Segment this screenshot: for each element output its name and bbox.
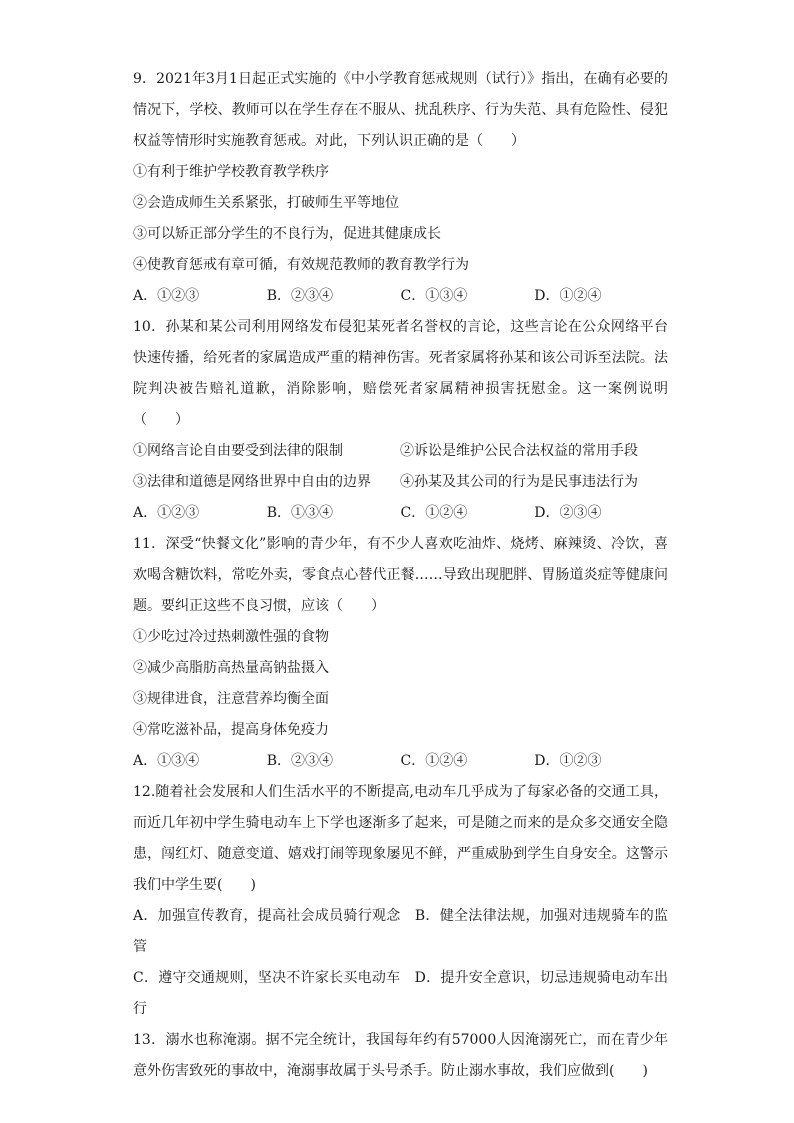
question-10-items-row-2 xyxy=(133,467,668,498)
question-12-option-b: B．健全法律法规，加强对违规骑车的监管 xyxy=(133,908,669,955)
question-9-option-d: D．①②④ xyxy=(534,288,602,304)
question-12 xyxy=(133,777,668,1025)
question-9 xyxy=(133,64,668,312)
question-9-options xyxy=(133,281,668,312)
question-9-option-b: B．②③④ xyxy=(266,288,334,304)
question-11-item-1: ①少吃过冷过热刺激性强的食物 xyxy=(133,629,329,645)
question-12-option-a: A．加强宣传教育，提高社会成员骑行观念 xyxy=(133,908,401,924)
question-10-item-3: ③法律和道德是网络世界中自由的边界 xyxy=(133,474,371,490)
question-11 xyxy=(133,529,668,777)
question-10-stem: 10．孙某和某公司利用网络发布侵犯某死者名誉权的言论，这些言论在公众网络平台快速传播，给死者的家属造成严重的精神伤害。死者家属将孙某和该公司诉至法院。法院判决被告赔礼道歉，消除影响，赔偿死者家属精神损害抚慰金。这一案例说明（ ） xyxy=(133,319,668,428)
question-10-item-2: ②诉讼是维护公民合法权益的常用手段 xyxy=(400,443,638,459)
question-10-item-4: ④孙某及其公司的行为是民事违法行为 xyxy=(400,474,638,490)
question-11-item-2: ②减少高脂肪高热量高钠盐摄入 xyxy=(133,660,329,676)
question-12-options-ab xyxy=(133,901,668,963)
question-12-stem: 12.随着社会发展和人们生活水平的不断提高,电动车几乎成为了每家必备的交通工具，而近几年初中学生骑电动车上下学也逐渐多了起来，可是随之而来的是众多交通安全隐患，闯红灯、随意变道、嬉戏打闹等现象屡见不鲜，严重威胁到学生自身安全。这警示我们中学生要( ) xyxy=(133,784,668,893)
question-9-option-c: C．①③④ xyxy=(400,288,468,304)
question-9-stem: 9．2021年3月1日起正式实施的《中小学教育惩戒规则（试行）》指出，在确有必要的情况下，学校、教师可以在学生存在不服从、扰乱秩序、行为失范、具有危险性、侵犯权益等情形时实施教育惩戒。对此，下列认识正确的是（ ） xyxy=(133,71,668,149)
question-9-item-4: ④使教育惩戒有章可循，有效规范教师的教育教学行为 xyxy=(133,257,469,273)
question-9-option-a: A．①②③ xyxy=(133,288,200,304)
question-9-item-1: ①有利于维护学校教育教学秩序 xyxy=(133,164,329,180)
question-10-item-1: ①网络言论自由要受到法律的限制 xyxy=(133,443,343,459)
question-11-option-c: C．①②④ xyxy=(400,753,468,769)
question-9-item-2: ②会造成师生关系紧张，打破师生平等地位 xyxy=(133,195,399,211)
question-10-option-c: C．①②④ xyxy=(400,505,468,521)
question-9-item-3: ③可以矫正部分学生的不良行为，促进其健康成长 xyxy=(133,226,441,242)
question-11-option-d: D．①②③ xyxy=(534,753,602,769)
question-11-stem: 11．深受“快餐文化”影响的青少年，有不少人喜欢吃油炸、烧烤、麻辣烫、冷饮，喜欢喝含糖饮料，常吃外卖，零食点心替代正餐……导致出现肥胖、胃肠道炎症等健康问题。要纠正这些不良习惯，应该（ ） xyxy=(133,536,668,614)
question-10-items-row-1 xyxy=(133,436,668,467)
question-11-options xyxy=(133,746,668,777)
question-11-option-b: B．②③④ xyxy=(266,753,334,769)
exam-content xyxy=(133,64,668,1087)
question-10-option-a: A．①②③ xyxy=(133,505,200,521)
question-12-options-cd xyxy=(133,963,668,1025)
question-10-option-b: B．①③④ xyxy=(266,505,334,521)
question-10-option-d: D．②③④ xyxy=(534,505,602,521)
question-10 xyxy=(133,312,668,529)
question-10-options xyxy=(133,498,668,529)
question-11-option-a: A．①③④ xyxy=(133,753,200,769)
question-13-stem: 13．溺水也称淹溺。据不完全统计，我国每年约有57000人因淹溺死亡，而在青少年意外伤害致死的事故中，淹溺事故属于头号杀手。防止溺水事故，我们应做到( ) xyxy=(133,1032,668,1079)
question-12-option-c: C．遵守交通规则，坚决不许家长买电动车 xyxy=(133,970,401,986)
question-11-item-4: ④常吃滋补品，提高身体免疫力 xyxy=(133,722,329,738)
question-13 xyxy=(133,1025,668,1087)
question-12-option-d: D．提升安全意识，切忌违规骑电动车出行 xyxy=(133,970,668,1017)
question-11-item-3: ③规律进食，注意营养均衡全面 xyxy=(133,691,329,707)
